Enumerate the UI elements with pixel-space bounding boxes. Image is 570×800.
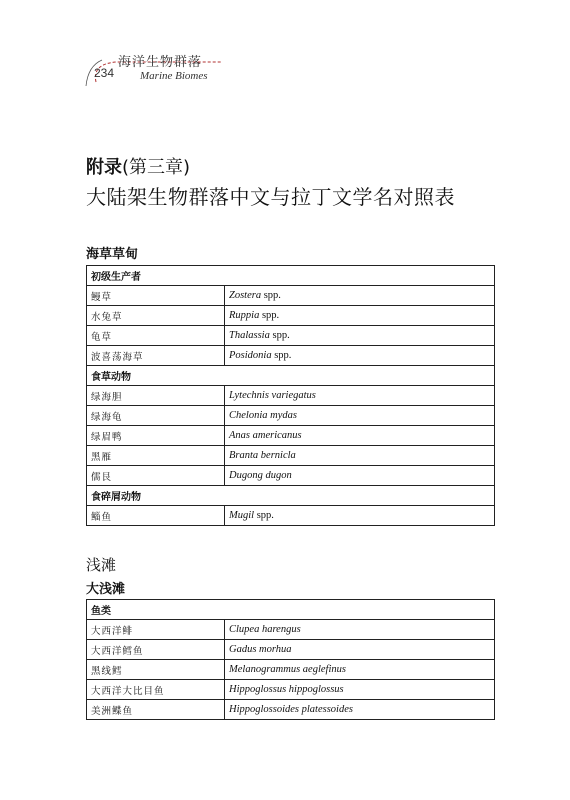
latin-name: Zostera spp.	[225, 286, 495, 306]
table-row	[87, 466, 495, 486]
table-row	[87, 680, 495, 700]
appendix-heading	[86, 153, 190, 179]
latin-name: Ruppia spp.	[225, 306, 495, 326]
common-name: 黑线鳕	[87, 660, 225, 680]
latin-name: Gadus morhua	[225, 640, 495, 660]
table-row	[87, 406, 495, 426]
names-table-grand-banks	[86, 599, 495, 720]
running-header	[82, 42, 232, 94]
latin-name: Hippoglossoides platessoides	[225, 700, 495, 720]
common-name: 鳗草	[87, 286, 225, 306]
table-row	[87, 640, 495, 660]
table-group-row	[87, 366, 495, 386]
table-row	[87, 386, 495, 406]
section-heading-banks: 浅滩	[86, 556, 117, 574]
common-name: 儒艮	[87, 466, 225, 486]
common-name: 龟草	[87, 326, 225, 346]
table-group-row	[87, 266, 495, 286]
group-label: 鱼类	[87, 600, 495, 620]
common-name: 波喜荡海草	[87, 346, 225, 366]
table-row	[87, 286, 495, 306]
section-heading-seagrass: 海草草甸	[86, 247, 139, 262]
latin-name: Dugong dugon	[225, 466, 495, 486]
latin-name: Mugil spp.	[225, 506, 495, 526]
names-table-seagrass	[86, 265, 495, 526]
table-row	[87, 660, 495, 680]
subsection-heading-grand-banks: 大浅滩	[86, 582, 126, 597]
group-label: 食草动物	[87, 366, 495, 386]
common-name: 黑雁	[87, 446, 225, 466]
latin-name: Thalassia spp.	[225, 326, 495, 346]
group-label: 初级生产者	[87, 266, 495, 286]
common-name: 水兔草	[87, 306, 225, 326]
latin-name: Lytechnis variegatus	[225, 386, 495, 406]
series-title: 海洋生物群落	[118, 55, 203, 70]
page-number: 234	[94, 66, 115, 80]
group-label: 食碎屑动物	[87, 486, 495, 506]
appendix-chapter: (第三章)	[122, 157, 191, 178]
latin-name: Chelonia mydas	[225, 406, 495, 426]
table-group-row	[87, 600, 495, 620]
table-row	[87, 426, 495, 446]
latin-name: Melanogrammus aeglefinus	[225, 660, 495, 680]
common-name: 大西洋大比目鱼	[87, 680, 225, 700]
latin-name: Posidonia spp.	[225, 346, 495, 366]
table-row	[87, 306, 495, 326]
common-name: 绿海龟	[87, 406, 225, 426]
common-name: 大西洋鲱	[87, 620, 225, 640]
table-row	[87, 346, 495, 366]
table-row	[87, 620, 495, 640]
common-name: 绿海胆	[87, 386, 225, 406]
common-name: 大西洋鳕鱼	[87, 640, 225, 660]
appendix-label: 附录	[86, 157, 122, 178]
common-name: 美洲鲽鱼	[87, 700, 225, 720]
common-name: 鲻鱼	[87, 506, 225, 526]
table-row	[87, 446, 495, 466]
latin-name: Anas americanus	[225, 426, 495, 446]
latin-name: Hippoglossus hippoglossus	[225, 680, 495, 700]
table-row	[87, 506, 495, 526]
latin-name: Branta bernicla	[225, 446, 495, 466]
table-row	[87, 700, 495, 720]
page-title: 大陆架生物群落中文与拉丁文学名对照表	[86, 185, 455, 209]
common-name: 绿眉鸭	[87, 426, 225, 446]
table-group-row	[87, 486, 495, 506]
latin-name: Clupea harengus	[225, 620, 495, 640]
series-title-english: Marine Biomes	[140, 70, 208, 82]
table-row	[87, 326, 495, 346]
